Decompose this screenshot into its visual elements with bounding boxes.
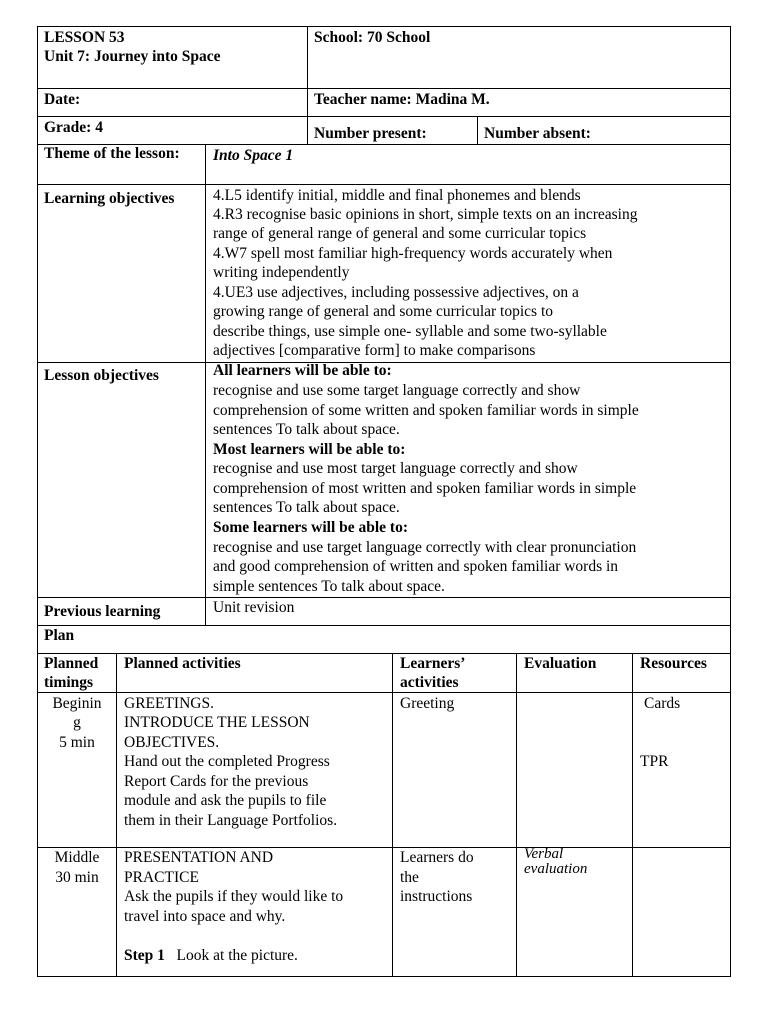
number-present-label: Number present:	[314, 125, 427, 142]
evaluation-line: evaluation	[524, 861, 588, 877]
evaluation-line: Verbal	[524, 846, 564, 862]
timing-line: 30 min	[55, 869, 99, 886]
theme-label: Theme of the lesson:	[44, 145, 180, 162]
objective-line: simple sentences To talk about space.	[213, 578, 445, 595]
beginning-learners-cell	[392, 692, 517, 848]
teacher-name: Teacher name: Madina M.	[314, 91, 490, 108]
activity-line: Report Cards for the previous	[124, 773, 309, 790]
learning-objective-line: 4.UE3 use adjectives, including possessive adjectives, on a	[213, 284, 579, 301]
learning-objective-line: growing range of general and some curricular topics to	[213, 303, 554, 320]
learning-objective-line: 4.W7 spell most familiar high-frequency words accurately when	[213, 245, 613, 262]
objective-line: recognise and use target language correctly with clear pronunciation	[213, 539, 637, 556]
all-learners-heading: All learners will be able to:	[213, 362, 392, 379]
objective-line: sentences To talk about space.	[213, 421, 400, 438]
objective-line: comprehension of some written and spoken familiar words in simple	[213, 402, 639, 419]
learning-objective-line: writing independently	[213, 264, 350, 281]
previous-learning-value: Unit revision	[213, 599, 295, 616]
activities-header: Planned activities	[124, 655, 241, 672]
cell-lesson-objectives-label	[37, 362, 206, 598]
middle-resources-cell	[632, 847, 731, 977]
learners-header-line: Learners’	[400, 655, 466, 672]
objective-line: recognise and use some target language correctly and show	[213, 382, 581, 399]
step-label: Step 1	[124, 947, 165, 964]
activity-line: INTRODUCE THE LESSON	[124, 714, 310, 731]
step-line	[124, 946, 298, 965]
timing-line: 5 min	[59, 734, 95, 751]
step-text: Look at the picture.	[176, 947, 298, 964]
date-label: Date:	[44, 91, 81, 108]
unit-title: Unit 7: Journey into Space	[44, 48, 221, 65]
activity-line: GREETINGS.	[124, 695, 214, 712]
activity-line: OBJECTIVES.	[124, 734, 220, 751]
objective-line: and good comprehension of written and spoken familiar words in	[213, 558, 619, 575]
activity-line: PRACTICE	[124, 869, 199, 886]
timings-header-line: timings	[44, 674, 94, 691]
activity-line: Ask the pupils if they would like to	[124, 888, 344, 905]
plan-label: Plan	[44, 627, 75, 644]
previous-learning-label: Previous learning	[44, 603, 161, 620]
learning-objective-line: describe things, use simple one- syllable and some two-syllable	[213, 323, 607, 340]
resource-cards: Cards	[644, 695, 681, 712]
number-absent-label: Number absent:	[484, 125, 591, 142]
activity-line: travel into space and why.	[124, 908, 286, 925]
learning-objective-line: adjectives [comparative form] to make comparisons	[213, 342, 536, 359]
timing-line: Beginin	[52, 695, 102, 712]
some-learners-heading: Some learners will be able to:	[213, 519, 409, 536]
learning-objective-line: 4.L5 identify initial, middle and final phonemes and blends	[213, 187, 581, 204]
activity-line: them in their Language Portfolios.	[124, 812, 338, 829]
objective-line: sentences To talk about space.	[213, 499, 400, 516]
beginning-learners-activity: Greeting	[400, 695, 455, 712]
cell-plan	[37, 625, 731, 654]
learning-objective-line: range of general range of general and some curricular topics	[213, 225, 587, 242]
activity-line: Hand out the completed Progress	[124, 753, 330, 770]
resources-header: Resources	[640, 655, 707, 672]
lesson-objectives-label: Lesson objectives	[44, 367, 159, 384]
timing-line: Middle	[54, 849, 100, 866]
learning-objective-line: 4.R3 recognise basic opinions in short, simple texts on an increasing	[213, 206, 638, 223]
beginning-evaluation-cell	[516, 692, 633, 848]
evaluation-header: Evaluation	[524, 655, 597, 672]
activity-line: module and ask the pupils to file	[124, 792, 327, 809]
learners-line: Learners do	[400, 849, 474, 866]
timing-line: g	[73, 714, 81, 731]
learners-line: the	[400, 869, 419, 886]
activity-line: PRESENTATION AND	[124, 849, 274, 866]
most-learners-heading: Most learners will be able to:	[213, 441, 406, 458]
cell-learning-objectives-label	[37, 184, 206, 363]
learners-header-line: activities	[400, 674, 459, 691]
grade-label: Grade: 4	[44, 119, 103, 136]
theme-value: Into Space 1	[213, 147, 294, 164]
learning-objectives-label: Learning objectives	[44, 190, 175, 207]
learners-line: instructions	[400, 888, 473, 905]
lesson-number: LESSON 53	[44, 29, 125, 46]
objective-line: comprehension of most written and spoken familiar words in simple	[213, 480, 637, 497]
objective-line: recognise and use most target language correctly and show	[213, 460, 578, 477]
timings-header-line: Planned	[44, 655, 99, 672]
school-name: School: 70 School	[314, 29, 431, 46]
resource-tpr: TPR	[640, 753, 669, 770]
